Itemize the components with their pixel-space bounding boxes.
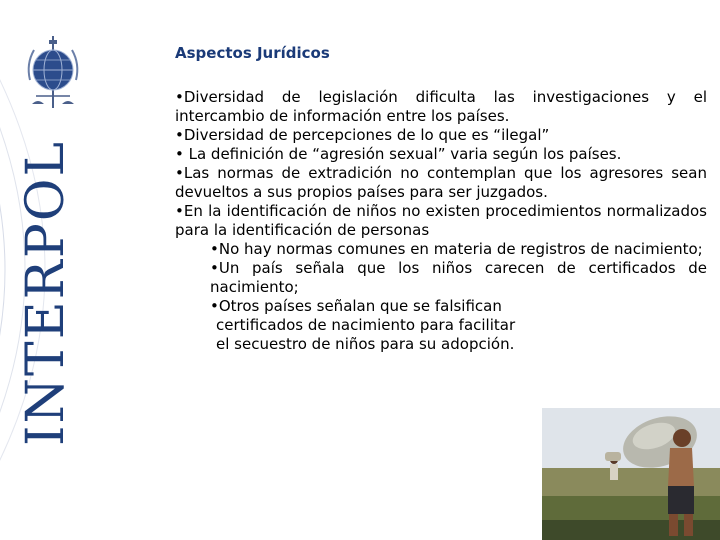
bullet-paragraph: •Diversidad de percepciones de lo que es “ilegal”	[175, 126, 550, 144]
bullet-paragraph: •Diversidad de legislación dificulta las investigaciones y el intercambio de información entre los países.	[175, 88, 707, 125]
bullet-paragraph: • La definición de “agresión sexual” varia según los países.	[175, 145, 622, 163]
slide-body	[175, 88, 707, 354]
sub-bullet-paragraph: •Otros países señalan que se falsifican	[210, 297, 502, 315]
continuation-line: certificados de nacimiento para facilitar	[216, 316, 516, 334]
bullet-paragraph: •En la identificación de niños no existen procedimientos normalizados para la identificación de personas	[175, 202, 707, 239]
interpol-globe-emblem-icon	[18, 34, 88, 110]
slide-title: Aspectos Jurídicos	[175, 44, 330, 62]
bullet-paragraph: •Las normas de extradición no contemplan que los agresores sean devueltos a sus propios países para ser juzgados.	[175, 164, 707, 201]
continuation-line: el secuestro de niños para su adopción.	[216, 335, 515, 353]
sub-bullet-paragraph: •Un país señala que los niños carecen de certificados de nacimiento;	[210, 259, 707, 296]
interpol-wordmark: INTERPOL	[16, 140, 76, 446]
sub-bullet-paragraph: •No hay normas comunes en materia de registros de nacimiento;	[210, 240, 703, 258]
child-carrying-sack-photo	[542, 408, 720, 540]
